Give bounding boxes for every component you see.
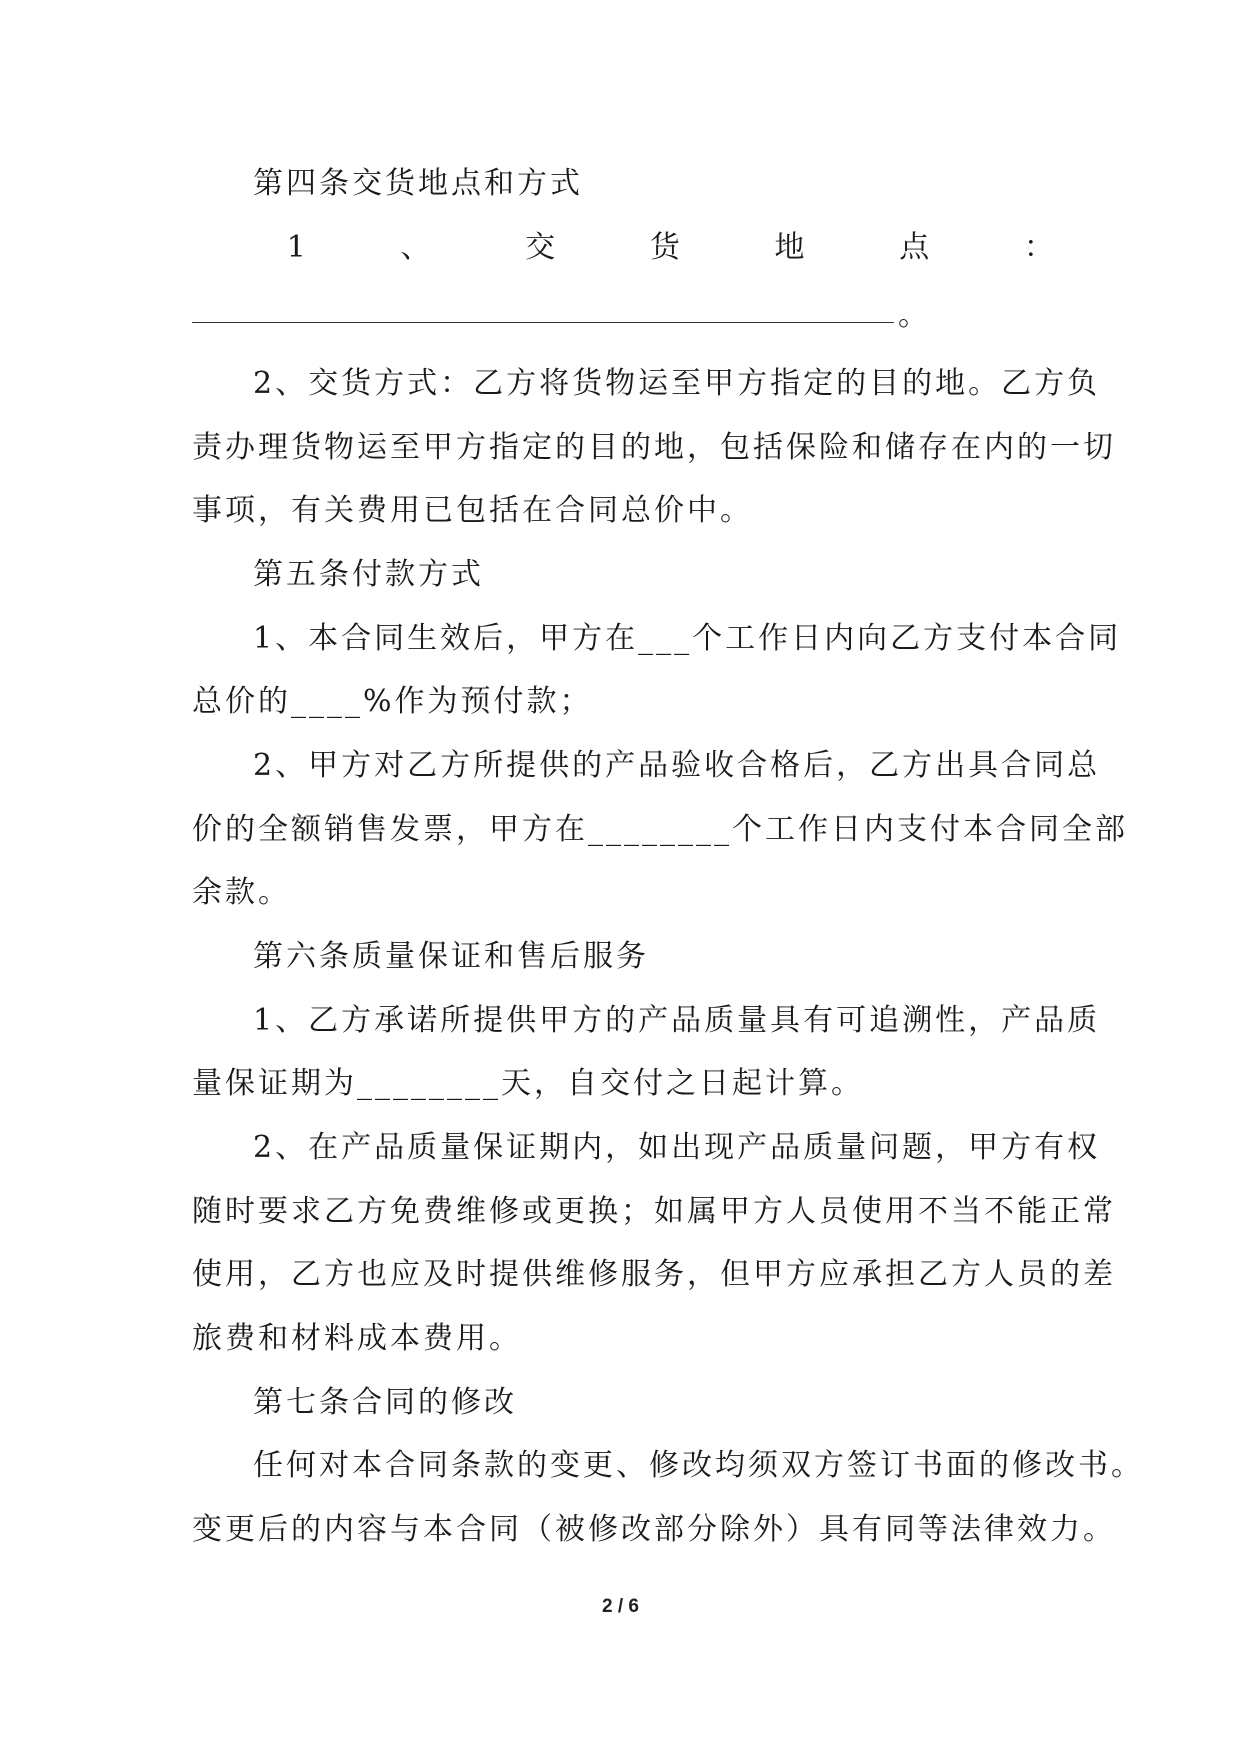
paragraph-line: 2、交货方式：乙方将货物运至甲方指定的目的地。乙方负 [253,366,1101,401]
paragraph-line: 变更后的内容与本合同（被修改部分除外）具有同等法律效力。 [192,1512,1116,1547]
paragraph-line: 1、本合同生效后，甲方在___个工作日内向乙方支付本合同 [253,621,1122,656]
paragraph-line: 2、在产品质量保证期内，如出现产品质量问题，甲方有权 [253,1130,1101,1165]
heading-article-6: 第六条质量保证和售后服务 [253,939,649,974]
page-number: 2 / 6 [602,1596,639,1617]
paragraph-line: 随时要求乙方免费维修或更换；如属甲方人员使用不当不能正常 [192,1194,1116,1229]
paragraph-line: 使用，乙方也应及时提供维修服务，但甲方应承担乙方人员的差 [192,1257,1116,1292]
paragraph-line: 任何对本合同条款的变更、修改均须双方签订书面的修改书。 [253,1448,1144,1483]
heading-article-5: 第五条付款方式 [253,557,484,592]
paragraph-line: 旅费和材料成本费用。 [192,1321,522,1356]
paragraph-line: 余款。 [192,875,291,910]
paragraph-line: 总价的____%作为预付款； [192,684,593,719]
fill-in-blank-line [192,322,894,323]
paragraph-line: 1、乙方承诺所提供甲方的产品质量具有可追溯性，产品质 [253,1003,1101,1038]
blank-period: 。 [898,298,928,333]
heading-article-7: 第七条合同的修改 [253,1385,517,1420]
delivery-location-line: 1 、 交 货 地 点 ： [286,230,1054,265]
paragraph-line: 2、甲方对乙方所提供的产品验收合格后，乙方出具合同总 [253,748,1101,783]
paragraph-line: 量保证期为________天，自交付之日起计算。 [192,1066,864,1101]
paragraph-line: 责办理货物运至甲方指定的目的地，包括保险和储存在内的一切 [192,430,1116,465]
paragraph-line: 价的全额销售发票，甲方在________个工作日内支付本合同全部 [192,812,1128,847]
heading-article-4: 第四条交货地点和方式 [253,166,583,201]
paragraph-line: 事项，有关费用已包括在合同总价中。 [192,493,753,528]
